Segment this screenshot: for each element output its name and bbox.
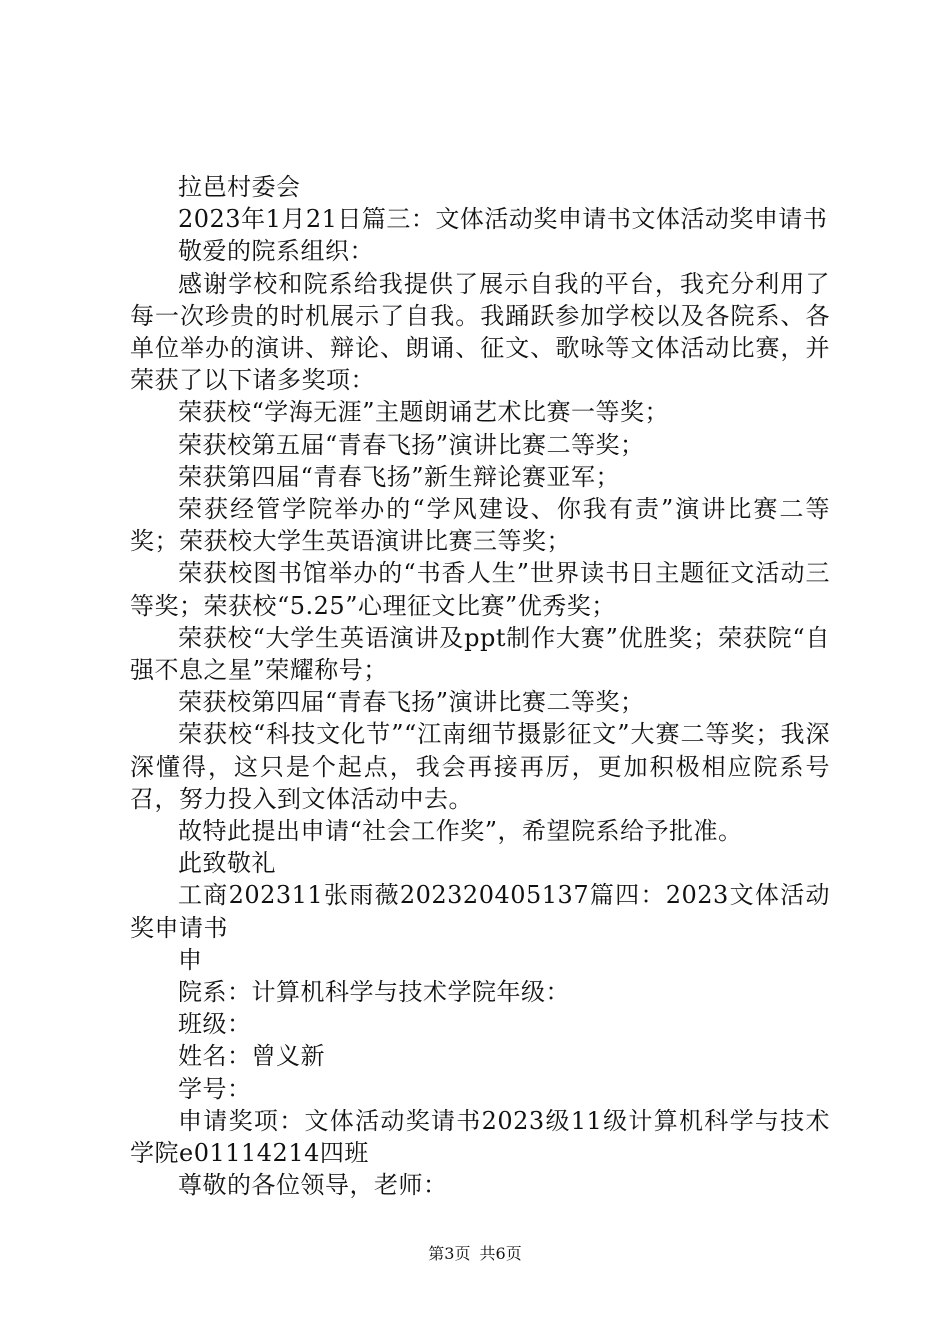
paragraph-award-6: 荣获校“大学生英语演讲及ppt制作大赛”优胜奖；荣获院“自强不息之星”荣耀称号；	[130, 623, 830, 685]
paragraph-intro: 感谢学校和院系给我提供了展示自我的平台，我充分利用了每一次珍贵的时机展示了自我。我踊跃参加学校以及各院系、各单位举办的演讲、辩论、朗诵、征文、歌咏等文体活动比赛，并荣获了以下诸多奖项：	[130, 269, 830, 395]
paragraph-salutation: 敬爱的院系组织：	[178, 237, 374, 266]
document-body	[130, 171, 830, 1202]
paragraph-award-7: 荣获校第四届“青春飞扬”演讲比赛二等奖；	[178, 688, 645, 717]
page-number: 第3页	[428, 1244, 471, 1263]
page-footer	[0, 1244, 950, 1264]
paragraph-closing: 此致敬礼	[178, 849, 276, 878]
paragraph-award-2: 荣获校第五届“青春飞扬”演讲比赛二等奖；	[178, 430, 645, 459]
paragraph-student-id: 学号：	[178, 1074, 252, 1103]
paragraph-village-committee: 拉邑村委会	[178, 173, 301, 201]
paragraph-class: 班级：	[178, 1010, 252, 1039]
paragraph-award-5: 荣获校图书馆举办的“书香人生”世界读书日主题征文活动三等奖；荣获校“5.25”心理征文比赛”优秀奖；	[130, 559, 830, 620]
paragraph-name: 姓名：曾义新	[178, 1042, 325, 1071]
paragraph-request: 故特此提出申请“社会工作奖”，希望院系给予批准。	[178, 817, 743, 846]
paragraph-award-applied: 申请奖项：文体活动奖请书2023级11级计算机科学与技术学院e01114214四班	[130, 1106, 830, 1168]
paragraph-greeting: 尊敬的各位领导，老师：	[178, 1171, 448, 1200]
page-total: 共6页	[479, 1244, 522, 1263]
paragraph-award-1: 荣获校“学海无涯”主题朗诵艺术比赛一等奖；	[178, 398, 670, 427]
paragraph-date-heading: 2023年1月21日篇三：文体活动奖申请书文体活动奖申请书	[178, 205, 828, 234]
paragraph-award-8: 荣获校“科技文化节”“江南细节摄影征文”大赛二等奖；我深深懂得，这只是个起点，我会再接再厉，更加积极相应院系号召，努力投入到文体活动中去。	[130, 720, 830, 813]
paragraph-award-4: 荣获经管学院举办的“学风建设、你我有责”演讲比赛二等奖；荣获校大学生英语演讲比赛三等奖；	[130, 495, 830, 556]
paragraph-department: 院系：计算机科学与技术学院年级：	[178, 978, 570, 1007]
paragraph-signature-heading: 工商202311张雨薇202320405137篇四：2023文体活动奖申请书	[130, 881, 830, 942]
paragraph-shen: 申	[178, 945, 203, 974]
paragraph-award-3: 荣获第四届“青春飞扬”新生辩论赛亚军；	[178, 462, 621, 491]
